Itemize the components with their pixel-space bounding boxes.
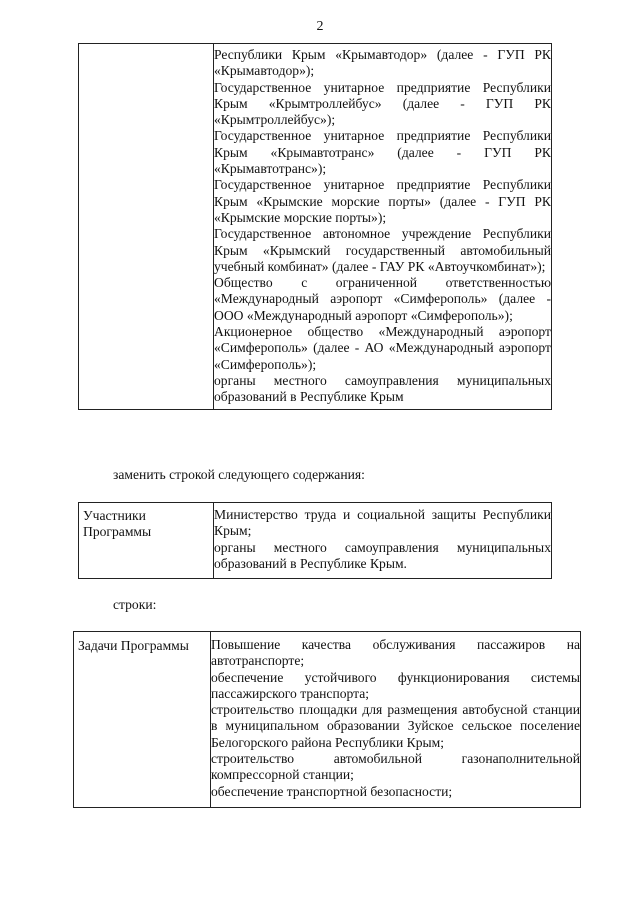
list-item: Повышение качества обслуживания пассажиров на автотранспорте;: [211, 637, 580, 669]
list-item: строительство площадки для размещения автобусной станции в муниципальном образовании Зуйское сельское поселение Белогорского района Республики Крым;: [211, 702, 580, 750]
replace-instruction: заменить строкой следующего содержания:: [113, 467, 365, 482]
table-row: [79, 503, 552, 579]
list-item: Министерство труда и социальной защиты Республики Крым;: [214, 507, 551, 539]
row-label-cell: [79, 503, 214, 579]
list-item: органы местного самоуправления муниципальных образований в Республике Крым.: [214, 539, 551, 571]
row-label-cell: [74, 632, 211, 808]
list-item: Государственное унитарное предприятие Республики Крым «Крымавтотранс» (далее - ГУП РК «Крымавтотранс»);: [214, 128, 551, 177]
tasks-table: [73, 631, 581, 808]
list-item: Акционерное общество «Международный аэропорт «Симферополь» (далее - АО «Международный аэропорт «Симферополь»);: [214, 324, 551, 372]
list-item: Республики Крым «Крымавтодор» (далее - ГУП РК «Крымавтодор»);: [214, 47, 551, 79]
list-item: обеспечение транспортной безопасности;: [211, 783, 453, 799]
list-item: Государственное автономное учреждение Республики Крым «Крымский государственный автомобильный учебный комбинат» (далее - ГАУ РК «Автоучкомбинат»);: [214, 226, 551, 274]
participants-table-previous: [78, 43, 552, 410]
list-item: Государственное унитарное предприятие Республики Крым «Крымтроллейбус» (далее - ГУП РК «Крымтроллейбус»);: [214, 79, 551, 128]
row-content-cell: [211, 632, 581, 808]
row-label: [79, 44, 213, 45]
list-item: строительство автомобильной газонаполнительной компрессорной станции;: [211, 751, 580, 783]
row-content-cell: [214, 503, 552, 579]
row-label: Задачи Программы: [78, 638, 189, 653]
table-row: [74, 632, 581, 808]
rows-heading: строки:: [113, 597, 157, 612]
row-label: Участники Программы: [83, 508, 152, 540]
list-item: обеспечение устойчивого функционирования системы пассажирского транспорта;: [211, 669, 580, 701]
table-row: [79, 44, 552, 410]
page-number: 2: [316, 19, 324, 34]
row-content-cell: [214, 44, 552, 410]
row-label-cell: [79, 44, 214, 410]
list-item: органы местного самоуправления муниципальных образований в Республике Крым: [214, 372, 551, 405]
participants-table-new: [78, 502, 552, 579]
list-item: Общество с ограниченной ответственностью «Международный аэропорт «Симферополь» (далее - ООО «Международный аэропорт «Симферополь»);: [214, 275, 551, 323]
list-item: Государственное унитарное предприятие Республики Крым «Крымские морские порты» (далее - ГУП РК «Крымские морские порты»);: [214, 177, 551, 225]
